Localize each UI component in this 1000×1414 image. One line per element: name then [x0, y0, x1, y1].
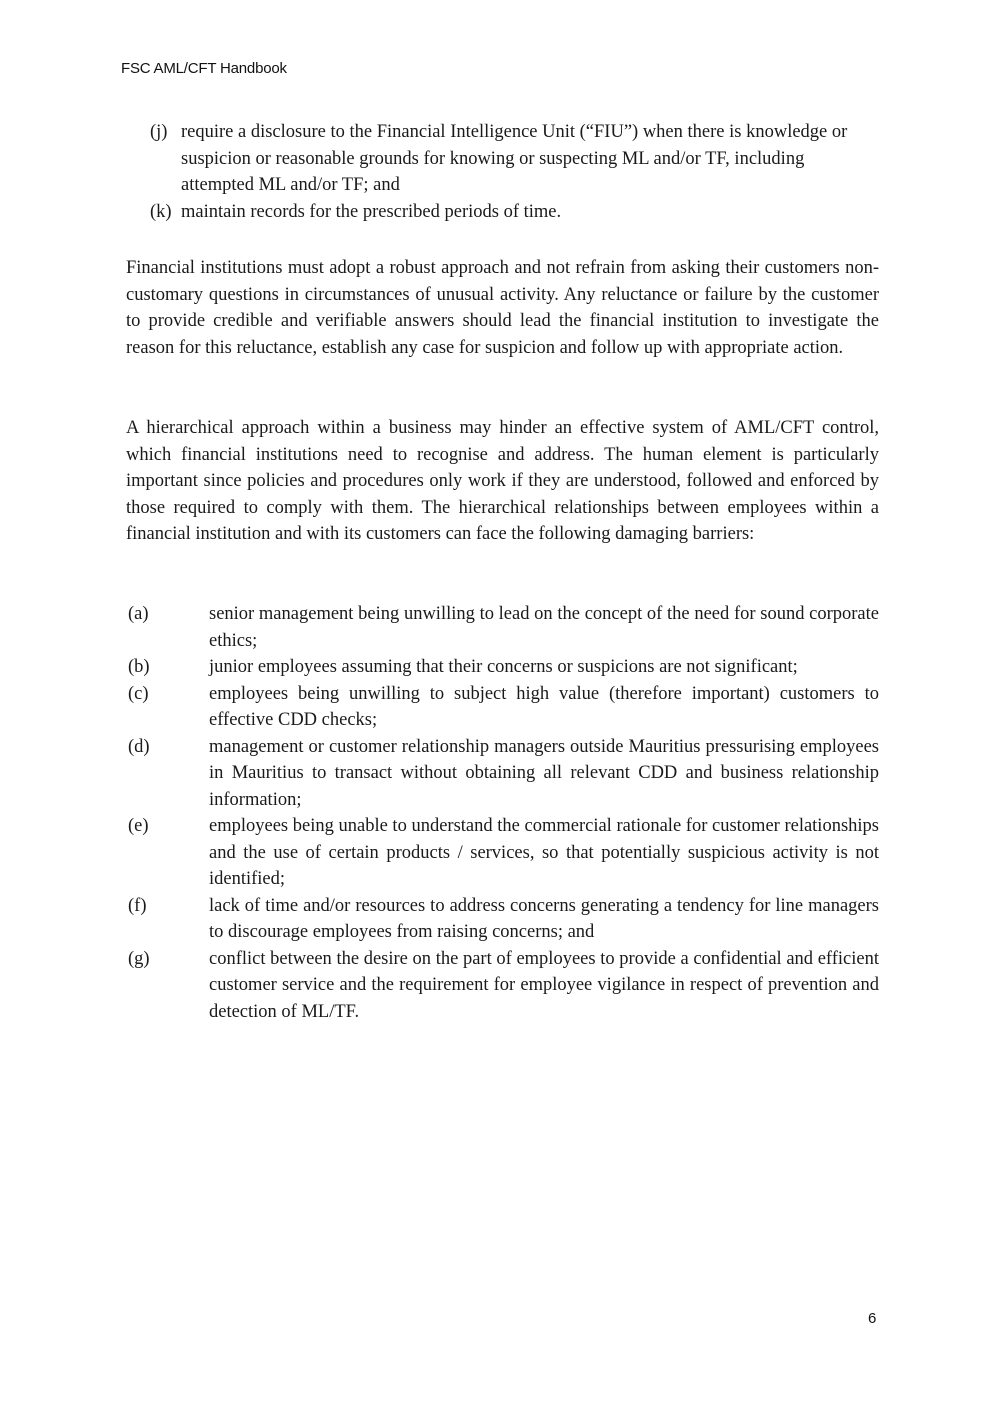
running-header: FSC AML/CFT Handbook [121, 60, 287, 77]
list-item-text: senior management being unwilling to lead on the concept of the need for sound corporate ethics; [209, 604, 879, 651]
list-item-text: management or customer relationship managers outside Mauritius pressurising employees in Mauritius to transact without obtaining all relevant CDD and business relationship information; [209, 736, 879, 810]
list-item-e [128, 813, 879, 893]
page-number: 6 [868, 1310, 877, 1327]
barriers-list [128, 601, 879, 1025]
list-item-j [150, 119, 880, 199]
list-item-text: maintain records for the prescribed periods of time. [181, 201, 562, 222]
list-item-g [128, 946, 879, 1026]
requirements-list-continued [150, 119, 880, 225]
list-marker: (d) [128, 736, 150, 757]
list-item-c [128, 681, 879, 734]
list-marker: (e) [128, 816, 149, 836]
list-marker: (b) [128, 657, 150, 677]
list-item-f [128, 893, 879, 946]
list-item-a [128, 601, 879, 654]
list-item-b [128, 654, 879, 681]
list-item-text: employees being unwilling to subject high value (therefore important) customers to effective CDD checks; [209, 683, 879, 730]
list-item-k [150, 199, 880, 226]
list-marker: (j) [150, 122, 168, 142]
list-marker: (a) [128, 604, 149, 624]
list-item-text: require a disclosure to the Financial Intelligence Unit (“FIU”) when there is knowledge or suspicion or reasonable grounds for knowing or suspecting ML and/or TF, including attempted ML and/or TF; and [181, 122, 848, 195]
list-item-d [128, 734, 879, 814]
paragraph-hierarchical-approach: A hierarchical approach within a business may hinder an effective system of AML/CFT control, which financial institutions need to recognise and address. The human element is particularly important since policies and procedures only work if they are understood, followed and enforced by those required to comply with them. The hierarchical relationships between employees within a financial institution and with its customers can face the following damaging barriers: [126, 418, 879, 544]
list-marker: (f) [128, 895, 147, 916]
paragraph-robust-approach: Financial institutions must adopt a robust approach and not refrain from asking their customers non-customary questions in circumstances of unusual activity. Any reluctance or failure by the customer to provide credible and verifiable answers should lead the financial institution to investigate the reason for this reluctance, establish any case for suspicion and follow up with appropriate action. [126, 258, 879, 358]
list-item-text: junior employees assuming that their concerns or suspicions are not significant; [209, 657, 798, 677]
list-item-text: employees being unable to understand the commercial rationale for customer relationships and the use of certain products / services, so that potentially suspicious activity is not identified; [209, 816, 879, 889]
list-item-text: lack of time and/or resources to address concerns generating a tendency for line managers to discourage employees from raising concerns; and [209, 895, 879, 942]
list-marker: (k) [150, 201, 172, 222]
list-marker: (g) [128, 948, 150, 969]
list-marker: (c) [128, 683, 149, 704]
list-item-text: conflict between the desire on the part of employees to provide a confidential and efficient customer service and the requirement for employee vigilance in respect of prevention and detection of ML/TF. [209, 948, 879, 1022]
